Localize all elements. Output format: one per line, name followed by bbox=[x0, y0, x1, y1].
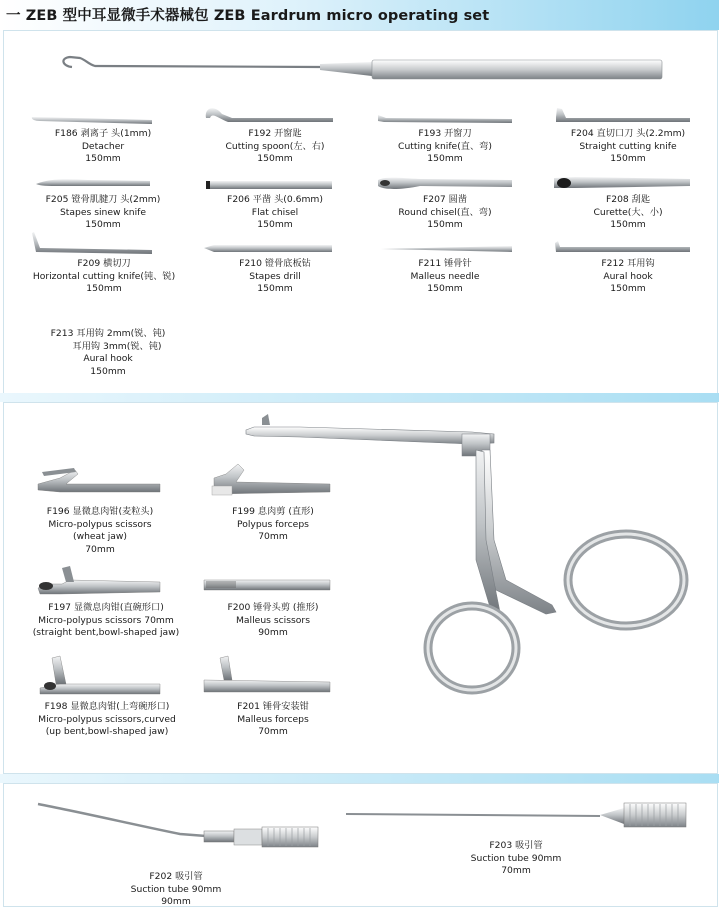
code: F200 锤骨头剪 (推形) bbox=[227, 602, 319, 613]
label-f193 bbox=[370, 128, 520, 166]
english-name: Detacher bbox=[81, 140, 125, 152]
tip-f200 bbox=[204, 580, 330, 590]
suction-tube-f203 bbox=[346, 803, 686, 827]
code-line1: F213 耳用钩 2mm(锐、钝) bbox=[50, 328, 166, 339]
english-name: Curette(大、小) bbox=[593, 206, 663, 218]
tip-f208 bbox=[554, 177, 690, 188]
label-f207 bbox=[370, 194, 520, 232]
english-detail: (up bent,bowl-shaped jaw) bbox=[45, 726, 169, 738]
english-name: Polypus forceps bbox=[237, 518, 309, 530]
label-f208 bbox=[550, 194, 706, 232]
code: F204 直切口刀 头(2.2mm) bbox=[570, 128, 686, 139]
tip-f199 bbox=[212, 464, 330, 495]
label-f202 bbox=[106, 871, 246, 909]
label-f192 bbox=[200, 128, 350, 166]
label-f209 bbox=[10, 258, 198, 296]
english-name: Micro-polypus scissors,curved bbox=[38, 713, 176, 725]
english-name: Straight cutting knife bbox=[579, 140, 677, 152]
english-name: Aural hook bbox=[603, 270, 653, 282]
catalog-title: 一 ZEB 型中耳显微手术器械包 ZEB Eardrum micro operating set bbox=[6, 8, 490, 24]
label-f199 bbox=[198, 506, 348, 544]
english-name: Suction tube 90mm bbox=[130, 883, 222, 895]
tip-f204 bbox=[556, 108, 690, 122]
size: 150mm bbox=[85, 219, 121, 231]
code: F197 显微息肉钳(直碗形口) bbox=[48, 602, 164, 613]
size: 150mm bbox=[86, 283, 122, 295]
english-name: Round chisel(直、弯) bbox=[398, 206, 492, 218]
suction-tube-f202 bbox=[38, 804, 318, 847]
english-name: Suction tube 90mm bbox=[470, 852, 562, 864]
label-f186 bbox=[28, 128, 178, 166]
code: F205 镫骨肌腱刀 头(2mm) bbox=[45, 194, 161, 205]
label-f197 bbox=[8, 602, 204, 640]
large-hook-instrument bbox=[63, 57, 662, 79]
size: 150mm bbox=[90, 365, 126, 377]
size: 90mm bbox=[161, 896, 191, 908]
tip-f211 bbox=[380, 246, 512, 252]
code: F186 剥离子 头(1mm) bbox=[54, 128, 152, 139]
english-name: Stapes drill bbox=[249, 270, 301, 282]
code: F212 耳用钩 bbox=[601, 258, 655, 269]
label-f205 bbox=[28, 194, 178, 232]
tip-f193 bbox=[378, 115, 512, 123]
code: F210 镫骨底板钻 bbox=[239, 258, 311, 269]
tip-f206 bbox=[206, 181, 332, 189]
code: F198 显微息肉钳(上弯碗形口) bbox=[44, 701, 170, 712]
tip-f209 bbox=[32, 232, 152, 254]
label-f213 bbox=[26, 328, 190, 378]
code-line2: 耳用钩 3mm(锐、钝) bbox=[72, 340, 162, 352]
label-f210 bbox=[200, 258, 350, 296]
tip-f207 bbox=[378, 178, 512, 189]
english-name: Malleus scissors bbox=[236, 614, 310, 626]
size: 70mm bbox=[258, 726, 288, 738]
label-f212 bbox=[550, 258, 706, 296]
code: F208 刮匙 bbox=[605, 194, 651, 205]
label-f206 bbox=[200, 194, 350, 232]
size: 150mm bbox=[427, 153, 463, 165]
tip-f205 bbox=[36, 179, 150, 186]
code: F206 平凿 头(0.6mm) bbox=[227, 194, 323, 205]
code: F203 吸引管 bbox=[489, 840, 543, 851]
tip-f197 bbox=[38, 566, 160, 594]
large-forceps-instrument bbox=[246, 414, 684, 690]
code: F201 锤骨安装钳 bbox=[237, 701, 309, 712]
size: 150mm bbox=[427, 219, 463, 231]
tip-f196 bbox=[38, 468, 160, 492]
tip-f210 bbox=[204, 245, 332, 252]
size: 150mm bbox=[427, 283, 463, 295]
code: F202 吸引管 bbox=[149, 871, 203, 882]
english-name: Aural hook bbox=[83, 353, 133, 365]
english-name: Flat chisel bbox=[251, 206, 299, 218]
english-detail: (wheat jaw) bbox=[72, 531, 127, 543]
size: 150mm bbox=[85, 153, 121, 165]
size: 70mm bbox=[85, 543, 115, 555]
code: F199 息肉剪 (直形) bbox=[232, 506, 314, 517]
label-f198 bbox=[12, 701, 202, 739]
tip-f186 bbox=[32, 117, 152, 124]
label-f211 bbox=[370, 258, 520, 296]
size: 150mm bbox=[610, 219, 646, 231]
tip-f212 bbox=[555, 241, 690, 252]
english-name: Malleus forceps bbox=[237, 713, 309, 725]
english-name: Stapes sinew knife bbox=[59, 206, 147, 218]
english-name: Cutting knife(直、弯) bbox=[398, 140, 492, 152]
english-name: Horizontal cutting knife(钝、锐) bbox=[32, 270, 176, 282]
size: 150mm bbox=[257, 153, 293, 165]
english-name: Micro-polypus scissors 70mm bbox=[38, 614, 174, 626]
size: 90mm bbox=[258, 627, 288, 639]
label-f203 bbox=[446, 840, 586, 878]
code: F209 横切刀 bbox=[77, 258, 131, 269]
code: F211 锤骨针 bbox=[418, 258, 472, 269]
size: 150mm bbox=[610, 283, 646, 295]
size: 150mm bbox=[610, 153, 646, 165]
english-name: Malleus needle bbox=[410, 270, 480, 282]
code: F193 开窗刀 bbox=[418, 128, 472, 139]
tip-f198 bbox=[40, 656, 160, 694]
code: F192 开窗匙 bbox=[248, 128, 302, 139]
english-detail: (straight bent,bowl-shaped jaw) bbox=[32, 627, 180, 639]
tip-f192 bbox=[206, 108, 333, 122]
tip-f201 bbox=[204, 656, 330, 692]
code: F196 显微息肉钳(麦粒头) bbox=[46, 506, 154, 517]
size: 70mm bbox=[258, 531, 288, 543]
size: 70mm bbox=[501, 865, 531, 877]
label-f204 bbox=[550, 128, 706, 166]
english-name: Cutting spoon(左、右) bbox=[225, 140, 325, 152]
label-f201 bbox=[198, 701, 348, 739]
label-f196 bbox=[20, 506, 180, 556]
size: 150mm bbox=[257, 283, 293, 295]
size: 150mm bbox=[257, 219, 293, 231]
label-f200 bbox=[198, 602, 348, 640]
english-name: Micro-polypus scissors bbox=[48, 518, 152, 530]
code: F207 圆凿 bbox=[422, 194, 468, 205]
